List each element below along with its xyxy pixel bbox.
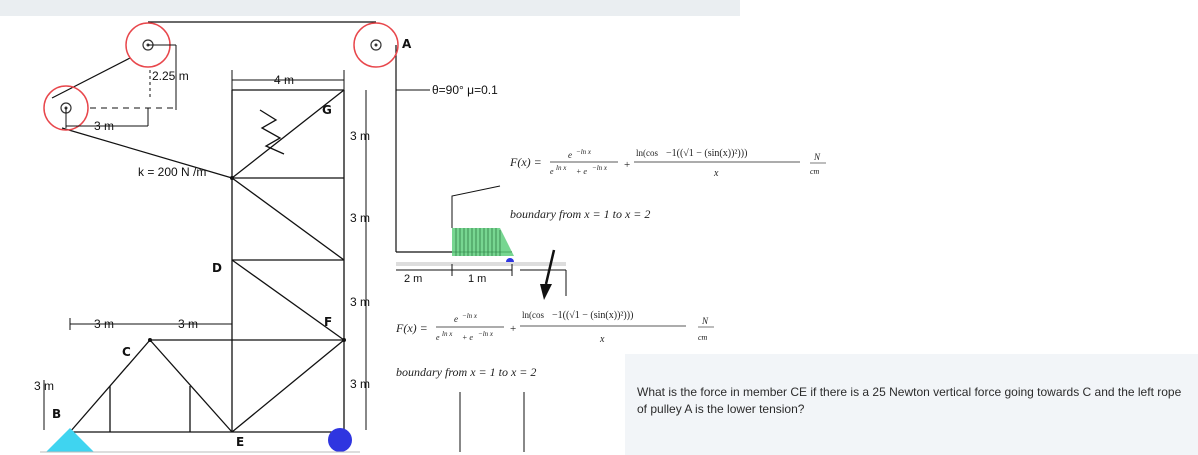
svg-text:ln(cos: ln(cos xyxy=(522,310,544,320)
theta-mu-label: θ=90° μ=0.1 xyxy=(432,83,498,97)
dim-v2: 3 m xyxy=(350,211,371,225)
dim-v3: 3 m xyxy=(350,295,371,309)
spring-zigzag xyxy=(260,110,284,154)
svg-text:x: x xyxy=(600,334,605,345)
svg-text:e: e xyxy=(568,150,572,160)
svg-text:e: e xyxy=(436,333,440,342)
node-g: G xyxy=(322,103,332,117)
svg-text:ln x: ln x xyxy=(556,164,567,172)
dim-left-3m: 3 m xyxy=(34,379,55,393)
node-e: E xyxy=(236,435,245,449)
rope-lines xyxy=(52,22,512,252)
svg-text:+ e: + e xyxy=(462,333,473,342)
svg-text:−ln x: −ln x xyxy=(592,164,608,172)
dim-v1: 3 m xyxy=(350,129,371,143)
pulley-a xyxy=(354,23,398,67)
dim-lines xyxy=(44,45,366,430)
svg-text:F(x) =: F(x) = xyxy=(510,155,542,169)
question-panel xyxy=(625,354,1198,455)
dim-4m: 4 m xyxy=(274,73,295,87)
node-b: B xyxy=(52,407,62,421)
spring-label: k = 200 N /m xyxy=(138,165,207,179)
svg-text:e: e xyxy=(550,167,554,176)
svg-text:boundary from x = 1 to x = 2: boundary from x = 1 to x = 2 xyxy=(510,207,651,221)
dim-3m-left: 3 m xyxy=(94,119,115,133)
truss-frame xyxy=(70,90,344,432)
node-d: D xyxy=(212,261,222,275)
distributed-load xyxy=(452,228,514,256)
svg-text:boundary from x = 1 to x = 2: boundary from x = 1 to x = 2 xyxy=(396,365,537,379)
svg-text:F(x) =: F(x) = xyxy=(396,321,428,335)
svg-text:cm: cm xyxy=(810,167,820,176)
svg-text:ln(cos: ln(cos xyxy=(636,148,658,158)
formula-top xyxy=(500,136,840,226)
svg-text:+ e: + e xyxy=(576,167,587,176)
svg-text:e: e xyxy=(454,314,458,324)
dim-2-25m: 2.25 m xyxy=(152,69,189,83)
svg-text:+: + xyxy=(624,159,631,171)
svg-text:cm: cm xyxy=(698,333,708,342)
node-c: C xyxy=(122,345,131,359)
svg-text:ln x: ln x xyxy=(442,330,453,338)
svg-text:N: N xyxy=(702,316,709,326)
node-f: F xyxy=(324,315,333,329)
svg-text:−ln x: −ln x xyxy=(576,148,592,156)
dim-h3a: 3 m xyxy=(94,317,115,331)
dim-2m: 2 m xyxy=(404,273,423,285)
svg-text:N: N xyxy=(814,152,821,162)
support-e xyxy=(328,428,352,452)
svg-text:−1((√1 − (sin(x))²))): −1((√1 − (sin(x))²))) xyxy=(666,148,748,159)
svg-text:+: + xyxy=(510,323,517,335)
svg-text:−1((√1 − (sin(x))²))): −1((√1 − (sin(x))²))) xyxy=(552,310,634,321)
dim-1m: 1 m xyxy=(468,273,487,285)
dim-v4: 3 m xyxy=(350,377,371,391)
dim-h3b: 3 m xyxy=(178,317,199,331)
svg-text:x: x xyxy=(714,168,719,179)
svg-text:−ln x: −ln x xyxy=(462,312,478,320)
question-text: What is the force in member CE if there is a 25 Newton vertical force going towards C and the left rope of pulley A is the lower tension? xyxy=(637,385,1182,416)
svg-text:−ln x: −ln x xyxy=(478,330,494,338)
label-a: A xyxy=(402,37,412,51)
